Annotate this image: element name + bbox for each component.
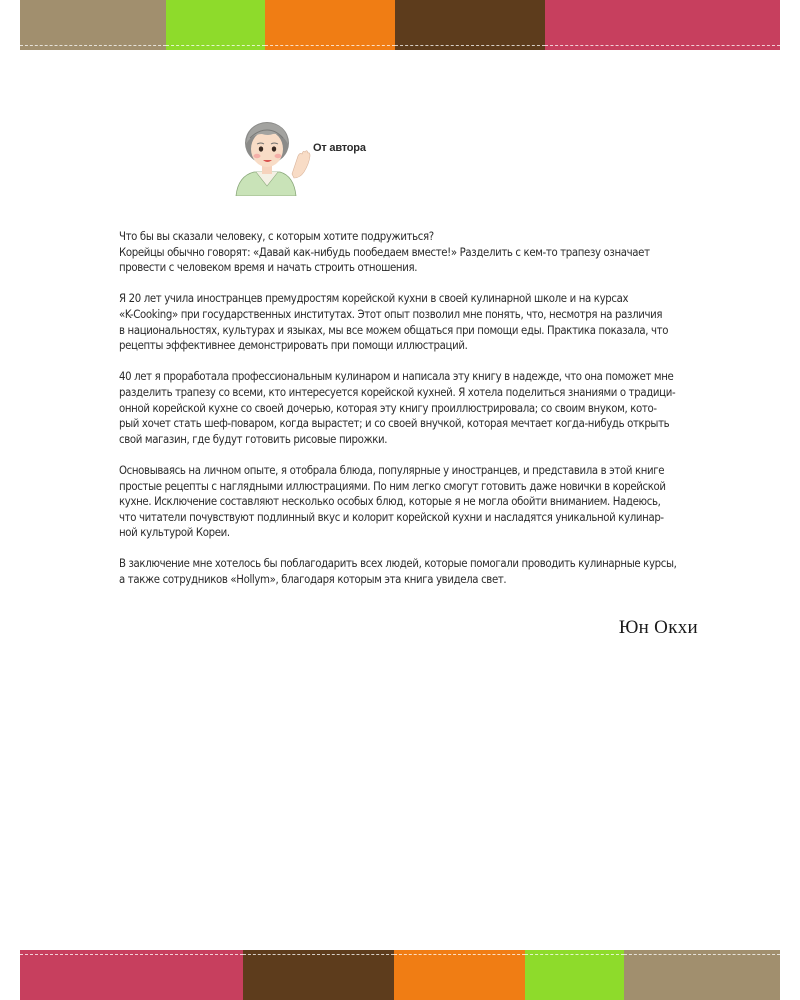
text-line: кухне. Исключение составляют несколько особых блюд, которые я не могла обойти вниманием. Надеюсь, [119, 495, 661, 509]
header-band-segment [20, 0, 166, 50]
header-band-segment [265, 0, 395, 50]
paragraph [119, 463, 704, 541]
text-line: простые рецепты с наглядными иллюстрациями. По ним легко смогут готовить даже новички в корейской [119, 479, 666, 493]
text-line: Я 20 лет учила иностранцев премудростям корейской кухни в своей кулинарной школе и на курсах [119, 292, 629, 306]
footer-band-segment [525, 950, 624, 1000]
paragraph [119, 369, 704, 447]
text-line: ной культурой Кореи. [119, 526, 230, 540]
text-line: «K-Cooking» при государственных институтах. Этот опыт позволил мне понять, что, несмотря на различия [119, 307, 663, 321]
text-line: что читатели почувствуют подлинный вкус и колорит корейской кухни и насладятся уникальной кулинар- [119, 510, 664, 524]
text-line: Корейцы обычно говорят: «Давай как-нибудь пообедаем вместе!» Разделить с кем-то трапезу означает [119, 245, 650, 259]
text-line: разделить трапезу со всеми, кто интересуется корейской кухней. Я хотела поделиться знаниями о традици- [119, 385, 676, 399]
paragraph [119, 229, 704, 276]
paragraph [119, 291, 704, 353]
footer-band-segment [20, 950, 243, 1000]
text-line: Что бы вы сказали человеку, с которым хотите подружиться? [119, 230, 434, 243]
text-line: в национальностях, культурах и языках, мы все можем общаться при помощи еды. Практика показала, что [119, 323, 669, 337]
footer-band-segment [394, 950, 525, 1000]
header-band-segment [545, 0, 780, 50]
text-line: В заключение мне хотелось бы поблагодарить всех людей, которые помогали проводить кулинарные курсы, [119, 557, 677, 571]
footer-band-segment [624, 950, 780, 1000]
text-line: свой магазин, где будут готовить рисовые пирожки. [119, 432, 388, 446]
text-line: Основываясь на личном опыте, я отобрала блюда, популярные у иностранцев, и представила в этой книге [119, 463, 665, 477]
foreword-text [119, 229, 704, 603]
text-line: 40 лет я проработала профессиональным кулинаром и написала эту книгу в надежде, что она поможет мне [119, 370, 674, 384]
header-band-segment [395, 0, 545, 50]
author-section [232, 116, 432, 196]
header-band-segment [166, 0, 265, 50]
footer-band-segment [243, 950, 394, 1000]
text-line: онной корейской кухне со своей дочерью, которая эту книгу проиллюстрировала; со своим внуком, кото- [119, 401, 657, 415]
paragraph [119, 556, 704, 587]
text-line: рый хочет стать шеф-поваром, когда вырастет; и со своей внучкой, которая мечтает когда-нибудь открыть [119, 417, 670, 431]
section-heading: От автора [313, 142, 366, 154]
text-line: провести с человеком время и начать строить отношения. [119, 261, 418, 275]
author-signature: Юн Окхи [618, 617, 698, 638]
header-color-band [20, 0, 780, 50]
text-line: рецепты эффективнее демонстрировать при помощи иллюстраций. [119, 339, 468, 353]
footer-color-band [20, 950, 780, 1000]
author-portrait-illustration [232, 116, 312, 196]
text-line: а также сотрудников «Hollym», благодаря которым эта книга увидела свет. [119, 573, 507, 587]
